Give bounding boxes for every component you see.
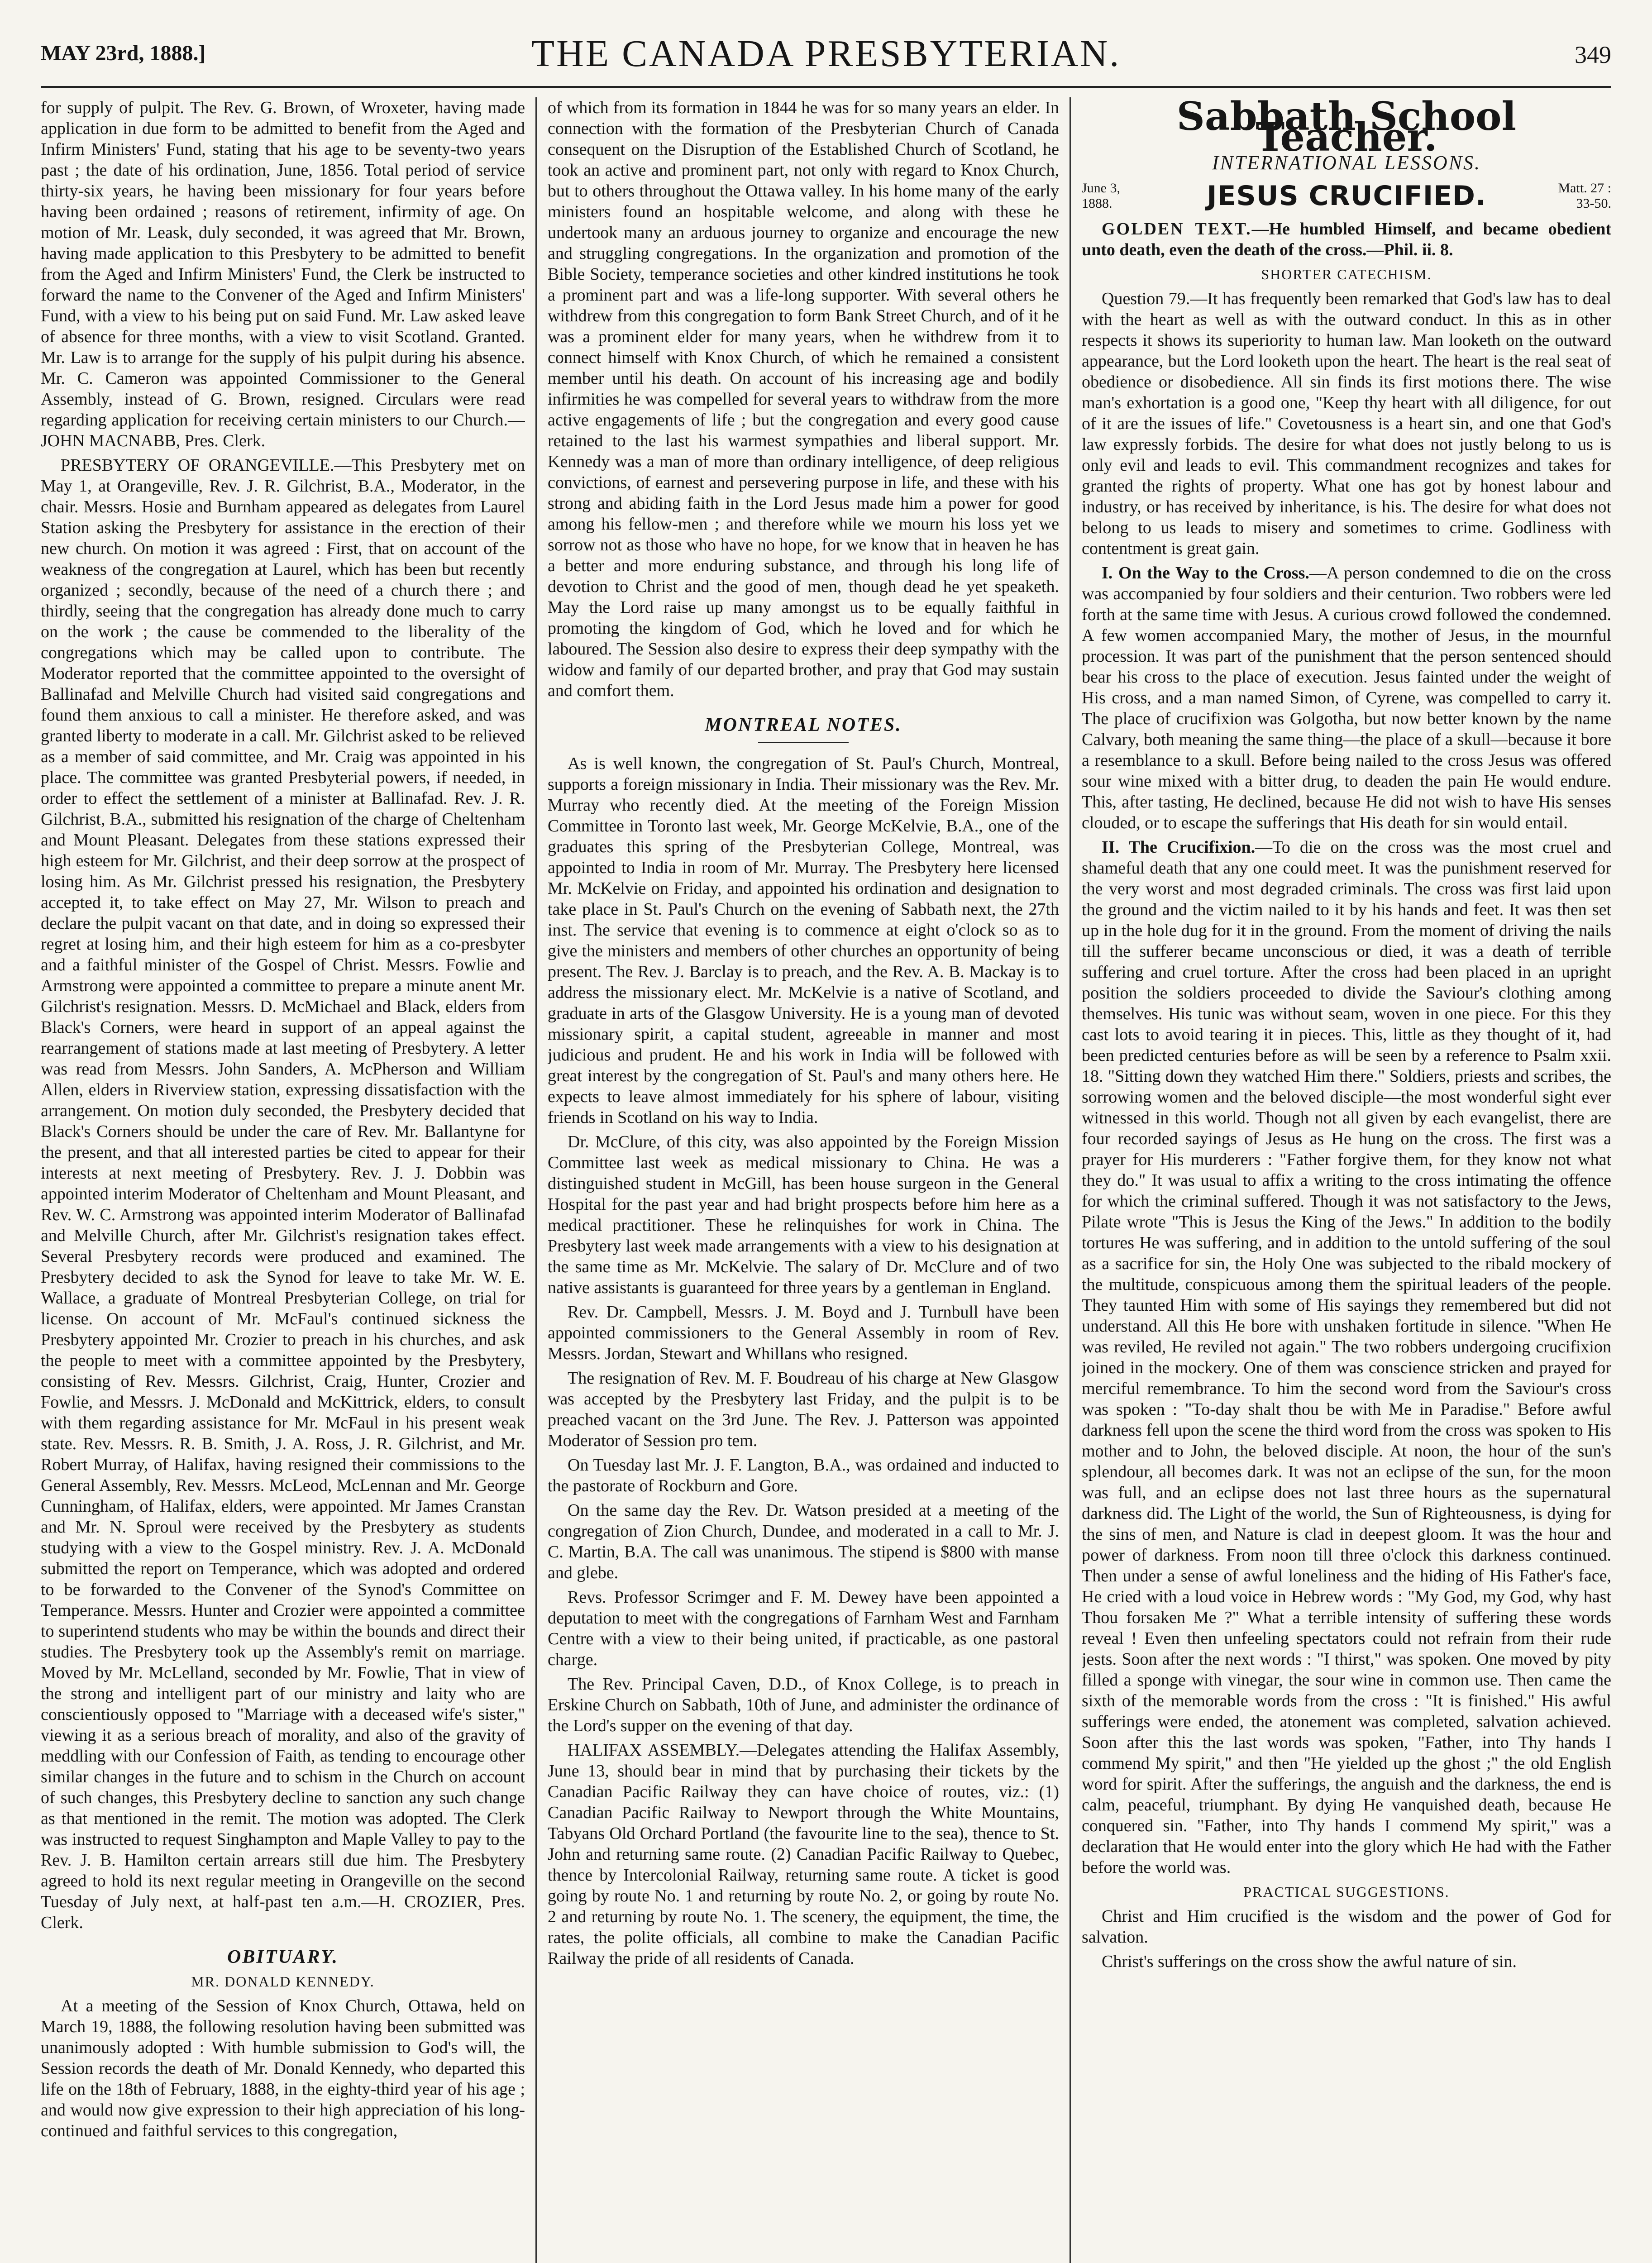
paragraph: for supply of pulpit. The Rev. G. Brown, of Wroxeter, having made application in due form to be admitted to benefit from the Aged and Infirm Ministers' Fund, stating that his age to be seventy-two years past ; the date of his ordination, June, 1856. Total period of service thirty-six years, he having been missionary for four years before having been ordained ; reasons of retirement, infirmity of age. On motion of Mr. Leask, duly seconded, it was agreed that Mr. Brown, having made application to this Presbytery to be admitted to benefit from the Aged and Infirm Ministers' Fund, the Clerk be instructed to forward the name to the Convener of the Aged and Infirm Ministers' Fund, with a view to his being put on said Fund. Mr. Law asked leave of absence for three months, with a view to visit Scotland. Granted. Mr. Law is to arrange for the supply of his pulpit during his absence. Mr. C. Cameron was appointed Commissioner to the General Assembly, instead of G. Brown, resigned. Circulars were read regarding application for receiving certain ministers to our Church.—JOHN MACNABB, Pres. Clerk. xyxy=(41,98,525,450)
issue-date: MAY 23rd, 1888.] xyxy=(41,41,206,65)
golden-text: GOLDEN TEXT.—He humbled Himself, and became obedient unto death, even the death of the cross.—Phil. ii. 8. xyxy=(1082,220,1611,259)
paragraph-head: I. On the Way to the Cross. xyxy=(1102,563,1309,582)
column-divider xyxy=(1070,97,1071,2263)
paragraph: PRESBYTERY OF ORANGEVILLE.—This Presbytery met on May 1, at Orangeville, Rev. J. R. Gilchrist, B.A., Moderator, in the chair. Messrs. Hosie and Burnham appeared as delegates from Laurel Station asking the Presbytery for assistance in the erection of their new church. On motion it was agreed : First, that on account of the weakness of the congregation at Laurel, which has been but recently organized ; secondly, because of the need of a church there ; and thirdly, seeing that the congregation has already done much to carry on the work ; the cause be commended to the liberality of the congregations which may be called upon to contribute. The Moderator reported that the committee appointed to the oversight of Ballinafad and Melville Church had visited said congregations and found them anxious to call a minister. He therefore asked, and was granted liberty to moderate in a call. Mr. Gilchrist asked to be relieved as a member of said committee, and Mr. Craig was appointed in his place. The committee was granted Presbyterial powers, if needed, in order to effect the settlement of a minister at Ballinafad. Rev. J. R. Gilchrist, B.A., submitted his resignation of the charge of Cheltenham and Mount Pleasant. Delegates from these stations expressed their high esteem for Mr. Gilchrist, and their deep sorrow at the prospect of losing him. As Mr. Gilchrist pressed his resignation, the Presbytery accepted it, to take effect on May 27, Mr. Wilson to preach and declare the pulpit vacant on that date, and in doing so expressed their regret at losing him, and their high esteem for him as a co-presbyter and a faithful minister of the Gospel of Christ. Messrs. Fowlie and Armstrong were appointed a committee to prepare a minute anent Mr. Gilchrist's resignation. Messrs. D. McMichael and Black, elders from Black's Corners, were heard in support of an appeal against the rearrangement of stations made at last meeting of Presbytery. A letter was read from Messrs. John Sanders, A. McPherson and William Allen, elders in Riverview station, expressing dissatisfaction with the arrangement. On motion duly seconded, the Presbytery decided that Black's Corners should be under the care of Rev. Mr. Ballantyne for the present, and that all interested parties be cited to appear for their interests at next meeting of Presbytery. Rev. J. J. Dobbin was appointed interim Moderator of Cheltenham and Mount Pleasant, and Rev. W. C. Armstrong was appointed interim Moderator of Ballinafad and Melville Church, after Mr. Gilchrist's resignation takes effect. Several Presbytery records were produced and examined. The Presbytery decided to ask the Synod for leave to take Mr. W. E. Wallace, a graduate of Montreal Presbyterian College, on trial for license. On account of Mr. McFaul's continued sickness the Presbytery appointed Mr. Crozier to preach in his churches, and ask the people to meet with a committee appointed by the Presbytery, consisting of Rev. Messrs. Gilchrist, Craig, Hunter, Crozier and Fowlie, and Messrs. J. McDonald and McKittrick, elders, to consult with them regarding assistance for Mr. McFaul in his present weak state. Rev. Messrs. R. B. Smith, J. A. Ross, J. R. Gilchrist, and Mr. Robert Murray, of Halifax, having resigned their commissions to the General Assembly, Rev. Messrs. McLeod, McLennan and Mr. George Cunningham, of Halifax, elders, were appointed. Mr James Cranstan and Mr. N. Sproul were received by the Presbytery as students studying with a view to the Gospel ministry. Rev. J. A. McDonald submitted the report on Temperance, which was adopted and ordered to be forwarded to the Convener of the Synod's Committee on Temperance. Messrs. Hunter and Crozier were appointed a committee to superintend students who may be within the bounds and direct their studies. The Presbytery took up the Assembly's remit on marriage. Moved by Mr. McLelland, seconded by Mr. Fowlie, That in view of the strong and intelligent part of our ministry and laity who are conscientiously opposed to "Marriage with a deceased wife's sister," viewing it as a serious breach of morality, and also of the gravity of meddling with our Confession of Faith, as tending to encourage other similar changes in the future and to schism in the Church on account of such changes, this Presbytery decline to sanction any such change as that mentioned in the remit. The motion was adopted. The Clerk was instructed to request Singhampton and Maple Valley to pay to the Rev. J. B. Hamilton certain arrears still due him. The Presbytery agreed to hold its next regular meeting in Orangeville on the second Tuesday of July next, at half-past ten a.m.—H. CROZIER, Pres. Clerk. xyxy=(41,456,525,1932)
paragraph: of which from its formation in 1844 he was for so many years an elder. In connection with the formation of the Presbyterian Church of Canada consequent on the Disruption of the Established Church of Scotland, he took an active and prominent part, not only with regard to Knox Church, but to others throughout the Ottawa valley. In his home many of the early ministers found an hospitable welcome, and along with these he undertook many an arduous journey to organize and encourage the new and struggling congregations. In the organization and promotion of the Bible Society, temperance societies and other kindred institutions he took a prominent part and was a life-long supporter. With several others he withdrew from this congregation to form Bank Street Church, and of it he was a prominent elder for many years, when he withdrew from it to connect himself with Knox Church, of which he remained a consistent member until his death. On account of his increasing age and bodily infirmities he was compelled for several years to withdraw from the more active engagements of life ; but the congregation and every good cause retained to the last his warmest sympathies and liberal support. Mr. Kennedy was a man of more than ordinary intelligence, of deep religious convictions, of earnest and persevering purpose in life, and these with his strong and abiding faith in the Lord Jesus made him a power for good among his fellow-men ; and therefore while we mourn his loss yet we sorrow not as those who have no hope, for we know that in heaven he has a better and more enduring substance, and through his long life of devotion to Christ and the good of men, though dead he yet speaketh. May the Lord raise up many amongst us to be equally faithful in promoting the kingdom of God, which he loved and for which he laboured. The Session also desire to express their deep sympathy with the widow and family of our departed brother, and pray that God may sustain and comfort them. xyxy=(548,98,1059,700)
header-rule xyxy=(41,86,1611,88)
section-title: Sabbath School Teacher. xyxy=(1176,97,1517,160)
paragraph: Dr. McClure, of this city, was also appointed by the Foreign Mission Committee last week as medical missionary to China. He was a distinguished student in McGill, has been house surgeon in the General Hospital for the past year and had bright prospects before him here as a medical practitioner. These he relinquishes for work in China. The Presbytery last week made arrangements with a view to his designation at the same time as Mr. McKelvie. The salary of Dr. McClure and of two native assistants is guaranteed for three years by a gentleman in England. xyxy=(548,1132,1059,1297)
paragraph: Revs. Professor Scrimger and F. M. Dewey have been appointed a deputation to meet with the congregations of Farnham West and Farnham Centre with a view to their being united, if practicable, as one pastoral charge. xyxy=(548,1588,1059,1669)
paragraph: Question 79.—It has frequently been remarked that God's law has to deal with the heart as well as with the outward conduct. In this as in other respects it shows its superiority to human law. Man looketh on the outward appearance, but the Lord looketh upon the heart. The heart is the real seat of obedience or disobedience. All sin finds its first motions there. The wise man's exhortation is a good one, "Keep thy heart with all diligence, for out of it are the issues of life." Covetousness is a heart sin, and one that God's law expressly forbids. The desire for what does not justly belong to us is only evil and leads to evil. This commandment recognizes and takes for granted the rights of property. What one has got by honest labour and industry, or has received by inheritance, is his. The desire for what does not belong to us leads to misery and sometimes to crime. Godliness with contentment is great gain. xyxy=(1082,289,1611,558)
lesson-title: JESUS CRUCIFIED. xyxy=(1207,180,1486,212)
paragraph: The resignation of Rev. M. F. Boudreau of his charge at New Glasgow was accepted by the Presbytery last Friday, and the pulpit is to be preached vacant on the 3rd June. The Rev. J. Patterson was appointed Moderator of Session pro tem. xyxy=(548,1369,1059,1450)
paragraph: HALIFAX ASSEMBLY.—Delegates attending the Halifax Assembly, June 13, should bear in mind that by purchasing their tickets by the Canadian Pacific Railway they can have choice of routes, viz.: (1) Canadian Pacific Railway to Newport through the White Mountains, Tabyans Old Orchard Portland (the favourite line to the sea), thence to St. John and returning same route. (2) Canadian Pacific Railway to Quebec, thence by Intercolonial Railway, returning same route. A ticket is good going by route No. 1 and returning by route No. 2, or going by route No. 2 and returning by route No. 1. The scenery, the equipment, the time, the rates, the polite officials, all combine to make the Canadian Pacific Railway the pride of all residents of Canada. xyxy=(548,1741,1059,1968)
subheading: PRACTICAL SUGGESTIONS. xyxy=(1243,1884,1450,1900)
lesson-header xyxy=(1082,181,1611,211)
paragraph: I. On the Way to the Cross.—A person condemned to die on the cross was accompanied by four soldiers and their centurion. Two robbers were led forth at the same time with Jesus. A curious crowd followed the condemned. A few women accompanied Mary, the mother of Jesus, in the mournful procession. It was part of the punishment that the person sentenced should bear his cross to the place of execution. Jesus fainted under the weight of His cross, and a man named Simon, of Cyrene, was compelled to carry it. The place of crucifixion was Golgotha, but now better known by the name Calvary, both meaning the same thing—the place of a skull—because it bore a resemblance to a skull. Before being nailed to the cross Jesus was offered sour wine mixed with a bitter drug, to deaden the pain He would endure. This, after tasting, He declined, because He did not wish to have His senses clouded, or to escape the sufferings that His death for sin would entail. xyxy=(1082,563,1611,832)
lesson-reference: Matt. 27 : 33-50. xyxy=(1558,181,1611,211)
paragraph: II. The Crucifixion.—To die on the cross was the most cruel and shameful death that any one could meet. It was the punishment reserved for the very worst and most degraded criminals. The cross was first laid upon the ground and the victim nailed to it by his hands and feet. It was then set up in the hole dug for it in the ground. From the moment of driving the nails till the sufferer became unconscious or died, it was a death of terrible suffering and cruel torture. After the cross had been placed in an upright position the soldiers proceeded to divide the Saviour's clothing among themselves. His tunic was without seam, woven in one piece. For this they cast lots to avoid tearing it in pieces. This, little as they thought of it, had been predicted centuries before as will be seen by a reference to Psalm xxii. 18. "Sitting down they watched Him there." Soldiers, priests and scribes, the sorrowing women and the beloved disciple—the most wonderful sight ever witnessed in this world. Though not all given by each evangelist, there are four recorded sayings of Jesus as He hung on the cross. The first was a prayer for His murderers : "Father forgive them, for they know not what they do." It was usual to affix a writing to the cross intimating the offence for which the criminal suffered. Though it was not satisfactory to the Jews, Pilate wrote "This is Jesus the King of the Jews." In addition to the bodily tortures He was suffering, and in addition to the untold suffering of the soul as a sacrifice for sin, the Holy One was subjected to the ribald mockery of the multitude, conspicuous among them the spiritual leaders of the people. They taunted Him with some of His sayings they remembered but did not understand. All this He bore with unshaken fortitude in silence. "When He was reviled, He reviled not again." The two robbers undergoing crucifixion joined in the mockery. One of them was conscience stricken and prayed for merciful remembrance. To him the second word from the Saviour's cross was spoken : "To-day shalt thou be with Me in Paradise." Before awful darkness fell upon the scene the third word from the cross was spoken to His mother and to John, the beloved disciple. At noon, the hour of the sun's splendour, all becomes dark. It was not an eclipse of the sun, for the moon was full, and an eclipse does not last three hours as the supernatural darkness did. The Light of the world, the Sun of Righteousness, is dying for the sins of men, and Nature is clad in deepest gloom. It was the hour and power of darkness. From noon till three o'clock this darkness continued. Then under a sense of awful loneliness and the hiding of His Father's face, He cried with a loud voice in Hebrew words : "My God, my God, why hast Thou forsaken Me ?" What a terrible intensity of suffering these words reveal ! Even then unfeeling spectators could not refrain from their rude jests. Soon after the next words : "I thirst," was spoken. One moved by pity filled a sponge with vinegar, the sour wine in common use. Then came the sixth of the memorable words from the cross : "It is finished." His awful sufferings were ended, the atonement was completed, salvation achieved. Soon after this the last words was spoken, "Father, into Thy hands I commend My spirit," and then "He yielded up the ghost ;" the old English word for spirit. After the sufferings, the anguish and the darkness, the end is calm, peaceful, triumphant. By dying He vanquished death, because He conquered sin. "Father, into Thy hands I commend My spirit," was a declaration that He would enter into the glory which He had with the Father before the world was. xyxy=(1082,838,1611,1877)
column-divider xyxy=(535,97,537,2263)
paragraph: Christ and Him crucified is the wisdom and the power of God for salvation. xyxy=(1082,1907,1611,1947)
paragraph: At a meeting of the Session of Knox Church, Ottawa, held on March 19, 1888, the following resolution having been submitted was unanimously adopted : With humble submission to God's will, the Session records the death of Mr. Donald Kennedy, who departed this life on the 18th of February, 1888, in the eighty-third year of his age ; and would now give expression to their high appreciation of his long-continued and faithful services to this congregation, xyxy=(41,1996,525,2140)
subheading: SHORTER CATECHISM. xyxy=(1261,266,1432,282)
paragraph: On Tuesday last Mr. J. F. Langton, B.A., was ordained and inducted to the pastorate of Rockburn and Gore. xyxy=(548,1456,1059,1495)
section-heading: OBITUARY. xyxy=(227,1947,339,1967)
paragraph-head: II. The Crucifixion. xyxy=(1102,838,1256,857)
section-heading: MONTREAL NOTES. xyxy=(705,715,902,735)
page-number: 349 xyxy=(1575,41,1611,68)
paragraph: Christ's sufferings on the cross show the awful nature of sin. xyxy=(1102,1952,1517,1971)
paragraph: On the same day the Rev. Dr. Watson presided at a meeting of the congregation of Zion Church, Dundee, and moderated in a call to Mr. J. C. Martin, B.A. The call was unanimous. The stipend is $800 with manse and glebe. xyxy=(548,1501,1059,1582)
section-rule xyxy=(758,742,849,743)
column-3 xyxy=(1082,97,1611,2263)
subheading: MR. DONALD KENNEDY. xyxy=(191,1973,375,1990)
paragraph: Rev. Dr. Campbell, Messrs. J. M. Boyd and J. Turnbull have been appointed commissioners to the General Assembly in room of Rev. Messrs. Jordan, Stewart and Whillans who resigned. xyxy=(548,1303,1059,1363)
lesson-date: June 3, 1888. xyxy=(1082,181,1120,211)
paragraph: As is well known, the congregation of St. Paul's Church, Montreal, supports a foreign missionary in India. Their missionary was the Rev. Mr. Murray who recently died. At the meeting of the Foreign Mission Committee in Toronto last week, Mr. George McKelvie, B.A., one of the graduates this spring of the Presbyterian College, Montreal, was appointed to India in room of Mr. Murray. The Presbytery here licensed Mr. McKelvie on Friday, and appointed his ordination and designation to take place in St. Paul's Church on the evening of Sabbath next, the 27th inst. The service that evening is to commence at eight o'clock so as to give the ministers and members of other churches an opportunity of being present. The Rev. J. Barclay is to preach, and the Rev. A. B. Mackay is to address the missionary elect. Mr. McKelvie is a native of Scotland, and graduate in arts of the Glasgow University. He is a young man of devoted missionary spirit, a capital student, agreeable in manner and most judicious and prudent. He and his work in India will be followed with great interest by the congregation of St. Paul's and many others here. He expects to leave almost immediately for his sphere of labour, visiting friends in Scotland on his way to India. xyxy=(548,754,1059,1127)
column-2 xyxy=(548,97,1059,2263)
masthead-title: THE CANADA PRESBYTERIAN. xyxy=(531,33,1121,75)
paragraph: The Rev. Principal Caven, D.D., of Knox College, is to preach in Erskine Church on Sabbath, 10th of June, and administer the ordinance of the Lord's supper on the evening of that day. xyxy=(548,1675,1059,1735)
page-header xyxy=(41,27,1611,81)
lessons-heading: INTERNATIONAL LESSONS. xyxy=(1212,152,1481,174)
column-1 xyxy=(41,97,525,2263)
